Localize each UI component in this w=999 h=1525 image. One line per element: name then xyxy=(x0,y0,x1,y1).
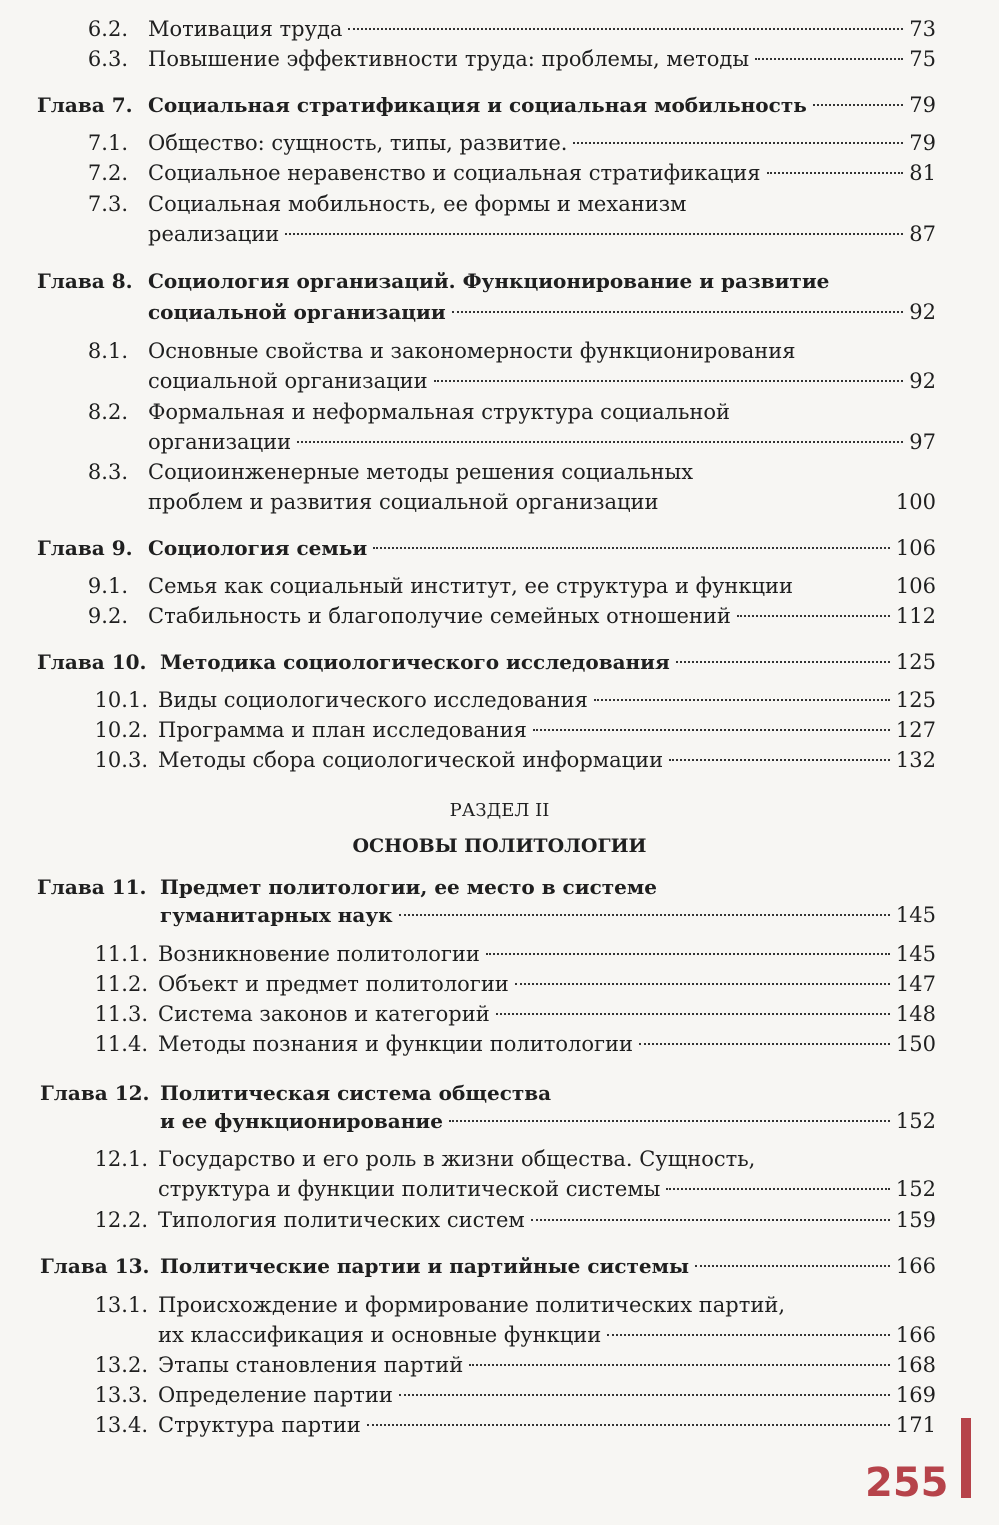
dot-leader xyxy=(594,699,890,701)
entry-page: 169 xyxy=(895,1383,936,1407)
entry-title: Этапы становления партий xyxy=(158,1353,464,1377)
dot-leader xyxy=(399,1394,890,1396)
dot-leader xyxy=(373,547,890,549)
chapter-label: Глава 9. xyxy=(37,536,133,560)
entry-title: Повышение эффективности труда: проблемы, методы xyxy=(148,47,750,71)
entry-number: 13.2. xyxy=(94,1353,148,1377)
entry-number: 8.2. xyxy=(87,400,128,424)
entry-page: 106 xyxy=(895,574,936,598)
dot-leader xyxy=(607,1334,890,1336)
chapter-page: 79 xyxy=(909,93,936,117)
dot-leader xyxy=(285,233,903,235)
entry-title: Типология политических систем xyxy=(158,1208,525,1232)
entry-page: 145 xyxy=(895,942,936,966)
chapter-label: Глава 13. xyxy=(40,1254,150,1278)
entry-title: Определение партии xyxy=(158,1383,393,1407)
chapter-title: Политические партии и партийные системы xyxy=(160,1254,690,1278)
entry-title: Методы познания и функции политологии xyxy=(158,1032,634,1056)
dot-leader xyxy=(515,983,890,985)
entry-title-line2: организации xyxy=(148,430,292,454)
dot-leader xyxy=(695,1265,890,1267)
entry-title-line1: Формальная и неформальная структура социальной xyxy=(148,400,731,424)
entry-title-line1: Происхождение и формирование политических партий, xyxy=(158,1293,786,1317)
dot-leader xyxy=(367,1424,890,1426)
entry-number: 8.3. xyxy=(87,460,128,484)
dot-leader xyxy=(669,759,890,761)
chapter-title: Социология семьи xyxy=(148,536,368,560)
entry-page: 171 xyxy=(895,1413,936,1437)
entry-page: 92 xyxy=(909,369,936,393)
dot-leader xyxy=(799,585,890,587)
section-title: РАЗДЕЛ II xyxy=(449,800,550,821)
entry-title: Структура партии xyxy=(158,1413,361,1437)
entry-number: 11.2. xyxy=(94,972,148,996)
chapter-label: Глава 11. xyxy=(37,875,147,899)
chapter-page: 145 xyxy=(895,903,936,927)
entry-title-line2: проблем и развития социальной организации xyxy=(148,490,659,514)
entry-title: Мотивация труда xyxy=(148,17,343,41)
entry-number: 6.2. xyxy=(87,17,128,41)
entry-page: 125 xyxy=(895,688,936,712)
entry-title: Стабильность и благополучие семейных отношений xyxy=(148,604,731,628)
dot-leader xyxy=(573,142,903,144)
entry-number: 12.2. xyxy=(94,1208,148,1232)
chapter-label: Глава 7. xyxy=(37,93,133,117)
chapter-page: 92 xyxy=(909,300,936,324)
entry-number: 10.1. xyxy=(94,688,148,712)
entry-page: 147 xyxy=(895,972,936,996)
entry-title: Объект и предмет политологии xyxy=(158,972,509,996)
entry-number: 12.1. xyxy=(94,1147,148,1171)
dot-leader xyxy=(666,1188,890,1190)
entry-number: 11.4. xyxy=(94,1032,148,1056)
entry-title-line2: их классификация и основные функции xyxy=(158,1323,602,1347)
dot-leader xyxy=(486,953,890,955)
dot-leader xyxy=(531,1219,890,1221)
entry-page: 97 xyxy=(909,430,936,454)
chapter-title-line2: и ее функционирование xyxy=(160,1109,443,1133)
entry-number: 7.1. xyxy=(87,131,128,155)
dot-leader xyxy=(469,1364,890,1366)
dot-leader xyxy=(452,311,904,313)
entry-number: 11.3. xyxy=(94,1002,148,1026)
entry-title: Система законов и категорий xyxy=(158,1002,490,1026)
entry-number: 10.3. xyxy=(94,748,148,772)
entry-page: 81 xyxy=(909,161,936,185)
chapter-page: 125 xyxy=(895,650,936,674)
chapter-page: 166 xyxy=(895,1254,936,1278)
entry-title: Семья как социальный институт, ее структура и функции xyxy=(148,574,794,598)
entry-page: 148 xyxy=(895,1002,936,1026)
dot-leader xyxy=(434,380,904,382)
entry-title-line1: Социальная мобильность, ее формы и механизм xyxy=(148,192,687,216)
entry-title: Общество: сущность, типы, развитие. xyxy=(148,131,568,155)
dot-leader xyxy=(813,104,903,106)
entry-page: 112 xyxy=(895,604,936,628)
chapter-title-line1: Социология организаций. Функционирование и развитие xyxy=(148,269,830,293)
page-edge-marker xyxy=(961,1418,971,1498)
entry-page: 150 xyxy=(895,1032,936,1056)
entry-number: 8.1. xyxy=(87,339,128,363)
dot-leader xyxy=(496,1013,890,1015)
chapter-title: Социальная стратификация и социальная мобильность xyxy=(148,93,807,117)
entry-number: 10.2. xyxy=(94,718,148,742)
dot-leader xyxy=(533,729,890,731)
chapter-title-line1: Предмет политологии, ее место в системе xyxy=(160,875,657,899)
dot-leader xyxy=(737,615,890,617)
entry-title-line2: социальной организации xyxy=(148,369,428,393)
entry-page: 79 xyxy=(909,131,936,155)
entry-page: 166 xyxy=(895,1323,936,1347)
entry-page: 132 xyxy=(895,748,936,772)
entry-title: Социальное неравенство и социальная стратификация xyxy=(148,161,761,185)
entry-page: 100 xyxy=(895,490,936,514)
entry-number: 7.2. xyxy=(87,161,128,185)
section-subtitle: ОСНОВЫ ПОЛИТОЛОГИИ xyxy=(352,835,647,857)
entry-title-line1: Основные свойства и закономерности функционирования xyxy=(148,339,796,363)
entry-number: 9.2. xyxy=(87,604,128,628)
entry-number: 13.4. xyxy=(94,1413,148,1437)
entry-number: 13.1. xyxy=(94,1293,148,1317)
entry-title: Возникновение политологии xyxy=(158,942,480,966)
dot-leader xyxy=(348,28,903,30)
chapter-page: 106 xyxy=(895,536,936,560)
chapter-title-line2: социальной организации xyxy=(148,300,446,324)
chapter-label: Глава 8. xyxy=(37,269,133,293)
entry-number: 6.3. xyxy=(87,47,128,71)
entry-page: 159 xyxy=(895,1208,936,1232)
entry-title-line1: Государство и его роль в жизни общества. Сущность, xyxy=(158,1147,756,1171)
dot-leader xyxy=(399,914,890,916)
entry-title: Виды социологического исследования xyxy=(158,688,588,712)
entry-page: 87 xyxy=(909,222,936,246)
chapter-label: Глава 10. xyxy=(37,650,147,674)
entry-title-line2: реализации xyxy=(148,222,280,246)
entry-title-line1: Социоинженерные методы решения социальных xyxy=(148,460,694,484)
entry-page: 75 xyxy=(909,47,936,71)
dot-leader xyxy=(767,172,904,174)
entry-page: 168 xyxy=(895,1353,936,1377)
entry-number: 11.1. xyxy=(94,942,148,966)
chapter-title-line1: Политическая система общества xyxy=(160,1081,552,1105)
entry-title-line2: структура и функции политической системы xyxy=(158,1177,661,1201)
entry-number: 9.1. xyxy=(87,574,128,598)
chapter-label: Глава 12. xyxy=(40,1081,150,1105)
entry-title: Программа и план исследования xyxy=(158,718,527,742)
entry-page: 73 xyxy=(909,17,936,41)
dot-leader xyxy=(297,441,903,443)
dot-leader xyxy=(755,58,903,60)
chapter-title-line2: гуманитарных наук xyxy=(160,903,393,927)
entry-title: Методы сбора социологической информации xyxy=(158,748,664,772)
page-number: 255 xyxy=(865,1460,949,1506)
dot-leader xyxy=(449,1120,890,1122)
entry-number: 7.3. xyxy=(87,192,128,216)
entry-page: 127 xyxy=(895,718,936,742)
entry-page: 152 xyxy=(895,1177,936,1201)
dot-leader xyxy=(665,501,890,503)
dot-leader xyxy=(676,661,890,663)
dot-leader xyxy=(639,1043,890,1045)
chapter-page: 152 xyxy=(895,1109,936,1133)
chapter-title: Методика социологического исследования xyxy=(160,650,670,674)
entry-number: 13.3. xyxy=(94,1383,148,1407)
